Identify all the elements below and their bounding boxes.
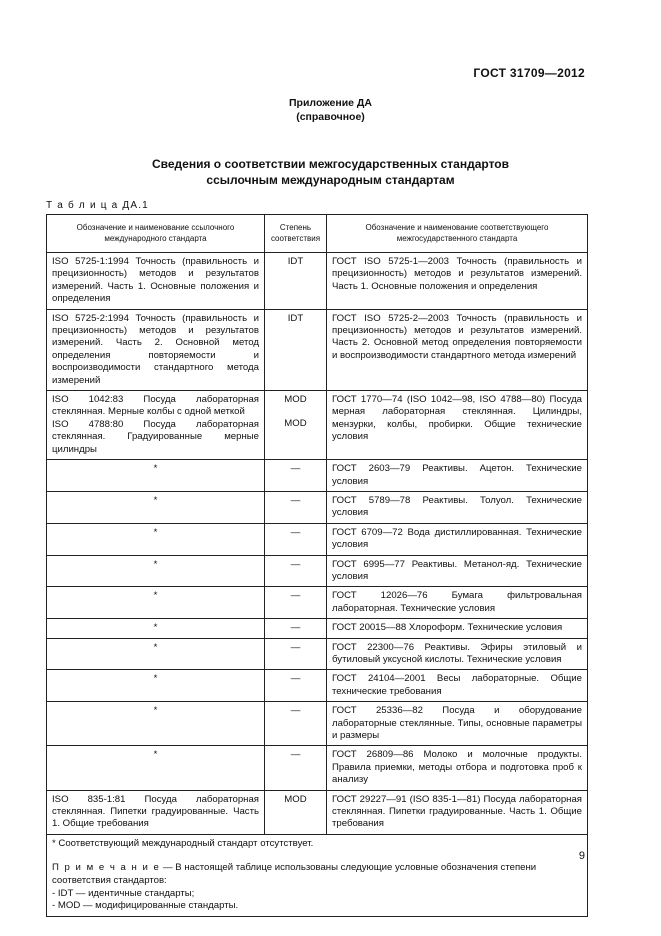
cell-national: ГОСТ 20015—88 Хлороформ. Технические условия: [327, 619, 588, 638]
cell-intl: *: [47, 555, 265, 587]
cell-intl: *: [47, 523, 265, 555]
cell-intl: *: [47, 746, 265, 790]
note-label: П р и м е ч а н и е: [52, 862, 161, 874]
cell-national: ГОСТ 22300—76 Реактивы. Эфиры этиловый и бутиловый уксусной кислоты. Технические условия: [327, 638, 588, 670]
cell-intl: ISO 5725-2:1994 Точность (правильность и прецизионность) методов и результатов измерений. Часть 2. Основной метод определения повторяемости и воспроизводимости стандартного метода измерений: [47, 309, 265, 390]
cell-degree: —: [265, 555, 327, 587]
cell-intl: ISO 835-1:81 Посуда лабораторная стеклянная. Пипетки градуированные. Часть 1. Общие требования: [47, 790, 265, 834]
cell-intl: *: [47, 587, 265, 619]
table-row: [47, 523, 588, 555]
table-row: [47, 702, 588, 746]
note-item-idt: - IDT — идентичные стандарты;: [52, 887, 195, 899]
cell-intl: *: [47, 638, 265, 670]
cell-intl: ISO 5725-1:1994 Точность (правильность и прецизионность) методов и результатов измерений. Часть 1. Основные положения и определения: [47, 253, 265, 310]
table-row: [47, 309, 588, 390]
page-number: 9: [578, 850, 585, 862]
main-title-line1: Сведения о соответствии межгосударственных стандартов: [152, 157, 509, 171]
table-label: Т а б л и ц а ДА.1: [46, 200, 149, 211]
cell-degree: MOD: [265, 790, 327, 834]
cell-degree: —: [265, 491, 327, 523]
table-row: [47, 391, 588, 460]
standards-table: [46, 214, 588, 917]
cell-intl: *: [47, 491, 265, 523]
cell-degree: —: [265, 638, 327, 670]
cell-intl-iso1042: ISO 1042:83 Посуда лабораторная стеклянная. Мерные колбы с одной меткой: [52, 394, 259, 418]
cell-national: ГОСТ ISO 5725-1—2003 Точность (правильность и прецизионность) методов и результатов измерений. Часть 1. Основные положения и определения: [327, 253, 588, 310]
table-row: [47, 790, 588, 834]
cell-degree: —: [265, 460, 327, 492]
cell-degree: IDT: [265, 309, 327, 390]
cell-intl-iso4788: ISO 4788:80 Посуда лабораторная стеклянная. Градуированные мерные цилиндры: [52, 418, 259, 455]
note-text: — В настоящей таблице использованы следующие условные обозначения степени соответствия стандартов:: [52, 862, 537, 887]
cell-degree: IDT: [265, 253, 327, 310]
table-row: [47, 460, 588, 492]
table-notes: [47, 834, 588, 916]
table-row: [47, 619, 588, 638]
table-row: [47, 491, 588, 523]
annex-subtitle: (справочное): [296, 111, 365, 123]
table-row: [47, 746, 588, 790]
annex-label: Приложение ДА: [289, 97, 372, 109]
cell-degree: —: [265, 619, 327, 638]
annex-title: [0, 96, 661, 124]
cell-national: ГОСТ 25336—82 Посуда и оборудование лабораторные стеклянные. Типы, основные параметры и размеры: [327, 702, 588, 746]
cell-degree: —: [265, 702, 327, 746]
header-national: Обозначение и наименование соответствующего межгосударственного стандарта: [327, 215, 588, 253]
cell-national: ГОСТ 6709—72 Вода дистиллированная. Технические условия: [327, 523, 588, 555]
cell-degree: [265, 391, 327, 460]
cell-national: ГОСТ 5789—78 Реактивы. Толуол. Технические условия: [327, 491, 588, 523]
asterisk-footnote: * Соответствующий международный стандарт отсутствует.: [52, 837, 314, 849]
cell-intl: *: [47, 460, 265, 492]
cell-national: ГОСТ 2603—79 Реактивы. Ацетон. Технические условия: [327, 460, 588, 492]
cell-national: ГОСТ 1770—74 (ISO 1042—98, ISO 4788—80) Посуда мерная лабораторная стеклянная. Цилиндры, мензурки, колбы, пробирки. Общие технические условия: [327, 391, 588, 460]
table-row: [47, 555, 588, 587]
cell-intl: *: [47, 619, 265, 638]
main-title: [0, 156, 661, 188]
cell-degree-iso4788: MOD: [284, 418, 307, 430]
cell-national: ГОСТ ISO 5725-2—2003 Точность (правильность и прецизионность) методов и результатов измерений. Часть 2. Основной метод определения повторяемости и воспроизводимости стандартного метода измерений: [327, 309, 588, 390]
cell-degree-iso1042: MOD: [284, 394, 307, 406]
cell-national: ГОСТ 12026—76 Бумага фильтровальная лабораторная. Технические условия: [327, 587, 588, 619]
cell-degree: —: [265, 670, 327, 702]
note-item-mod: - MOD — модифицированные стандарты.: [52, 900, 239, 912]
header-intl: Обозначение и наименование ссылочного международного стандарта: [47, 215, 265, 253]
cell-intl: [47, 391, 265, 460]
main-title-line2: ссылочным международным стандартам: [206, 173, 455, 187]
table-notes-row: [47, 834, 588, 916]
table-header-row: [47, 215, 588, 253]
cell-degree: —: [265, 746, 327, 790]
cell-intl: *: [47, 670, 265, 702]
table-row: [47, 253, 588, 310]
cell-national: ГОСТ 26809—86 Молоко и молочные продукты. Правила приемки, методы отбора и подготовка проб к анализу: [327, 746, 588, 790]
cell-national: ГОСТ 6995—77 Реактивы. Метанол-яд. Технические условия: [327, 555, 588, 587]
cell-national: ГОСТ 29227—91 (ISO 835-1—81) Посуда лабораторная стеклянная. Пипетки градуированные. Часть 1. Общие требования: [327, 790, 588, 834]
table-row: [47, 638, 588, 670]
note-paragraph: [52, 862, 582, 887]
page-header-standard: ГОСТ 31709—2012: [473, 66, 585, 80]
cell-degree: —: [265, 523, 327, 555]
table-row: [47, 587, 588, 619]
header-degree: Степень соответствия: [265, 215, 327, 253]
cell-intl: *: [47, 702, 265, 746]
table-row: [47, 670, 588, 702]
cell-degree: —: [265, 587, 327, 619]
cell-national: ГОСТ 24104—2001 Весы лабораторные. Общие технические требования: [327, 670, 588, 702]
